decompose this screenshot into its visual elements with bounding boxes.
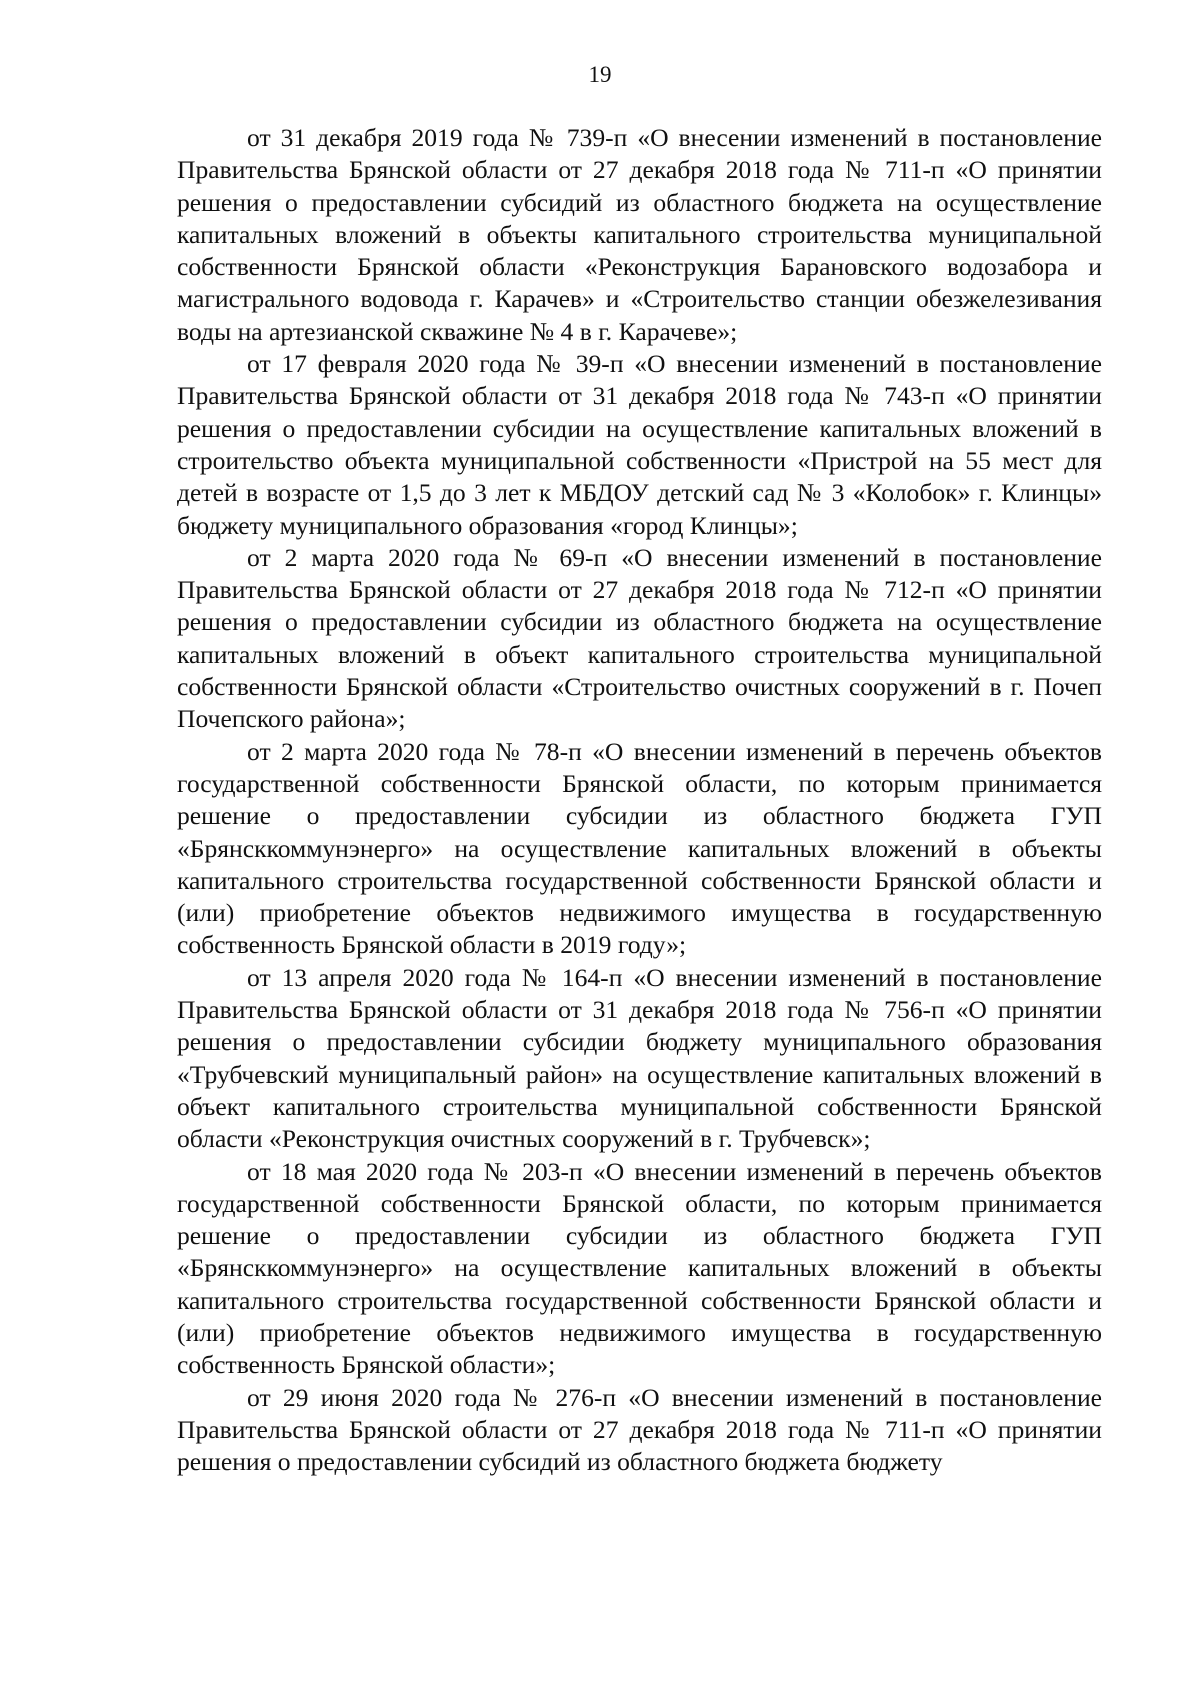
paragraph-resolution-739: от 31 декабря 2019 года № 739-п «О внесении изменений в постановление Правительства Брянской области от 27 декабря 2018 года № 711-п «О принятии решения о предоставлении субсидий из областного бюджета на осуществление капитальных вложений в объекты капитального строительства муниципальной собственности Брянской области «Реконструкция Барановского водозабора и магистрального водовода г. Карачев» и «Строительство станции обезжелезивания воды на артезианской скважине № 4 в г. Карачеве»; [177, 123, 1102, 346]
paragraph-resolution-69: от 2 марта 2020 года № 69-п «О внесении изменений в постановление Правительства Брянской области от 27 декабря 2018 года № 712-п «О принятии решения о предоставлении субсидии из областного бюджета на осуществление капитальных вложений в объект капитального строительства муниципальной собственности Брянской области «Строительство очистных сооружений в г. Почеп Почепского района»; [177, 542, 1102, 734]
paragraph-resolution-203: от 18 мая 2020 года № 203-п «О внесении изменений в перечень объектов государственной собственности Брянской области, по которым принимается решение о предоставлении субсидии из областного бюджета ГУП «Брянсккоммунэнерго» на осуществление капитальных вложений в объекты капитального строительства государственной собственности Брянской области и (или) приобретение объектов недвижимого имущества в государственную собственность Брянской области»; [177, 1156, 1102, 1380]
paragraph-resolution-164: от 13 апреля 2020 года № 164-п «О внесении изменений в постановление Правительства Брянской области от 31 декабря 2018 года № 756-п «О принятии решения о предоставлении субсидии бюджету муниципального образования «Трубчевский муниципальный район» на осуществление капитальных вложений в объект капитального строительства муниципальной собственности Брянской области «Реконструкция очистных сооружений в г. Трубчевск»; [177, 962, 1102, 1154]
paragraph-resolution-78: от 2 марта 2020 года № 78-п «О внесении изменений в перечень объектов государственной собственности Брянской области, по которым принимается решение о предоставлении субсидии из областного бюджета ГУП «Брянсккоммунэнерго» на осуществление капитальных вложений в объекты капитального строительства государственной собственности Брянской области и (или) приобретение объектов недвижимого имущества в государственную собственность Брянской области в 2019 году»; [177, 736, 1102, 960]
page-number: 19 [588, 62, 612, 87]
paragraph-resolution-276: от 29 июня 2020 года № 276-п «О внесении изменений в постановление Правительства Брянской области от 27 декабря 2018 года № 711-п «О принятии решения о предоставлении субсидий из областного бюджета бюджету [177, 1382, 1102, 1477]
paragraph-resolution-39: от 17 февраля 2020 года № 39-п «О внесении изменений в постановление Правительства Брянской области от 31 декабря 2018 года № 743-п «О принятии решения о предоставлении субсидии на осуществление капитальных вложений в строительство объекта муниципальной собственности «Пристрой на 55 мест для детей в возрасте от 1,5 до 3 лет к МБДОУ детский сад № 3 «Колобок» г. Клинцы» бюджету муниципального образования «город Клинцы»; [177, 349, 1102, 540]
document-body [177, 122, 1102, 1478]
